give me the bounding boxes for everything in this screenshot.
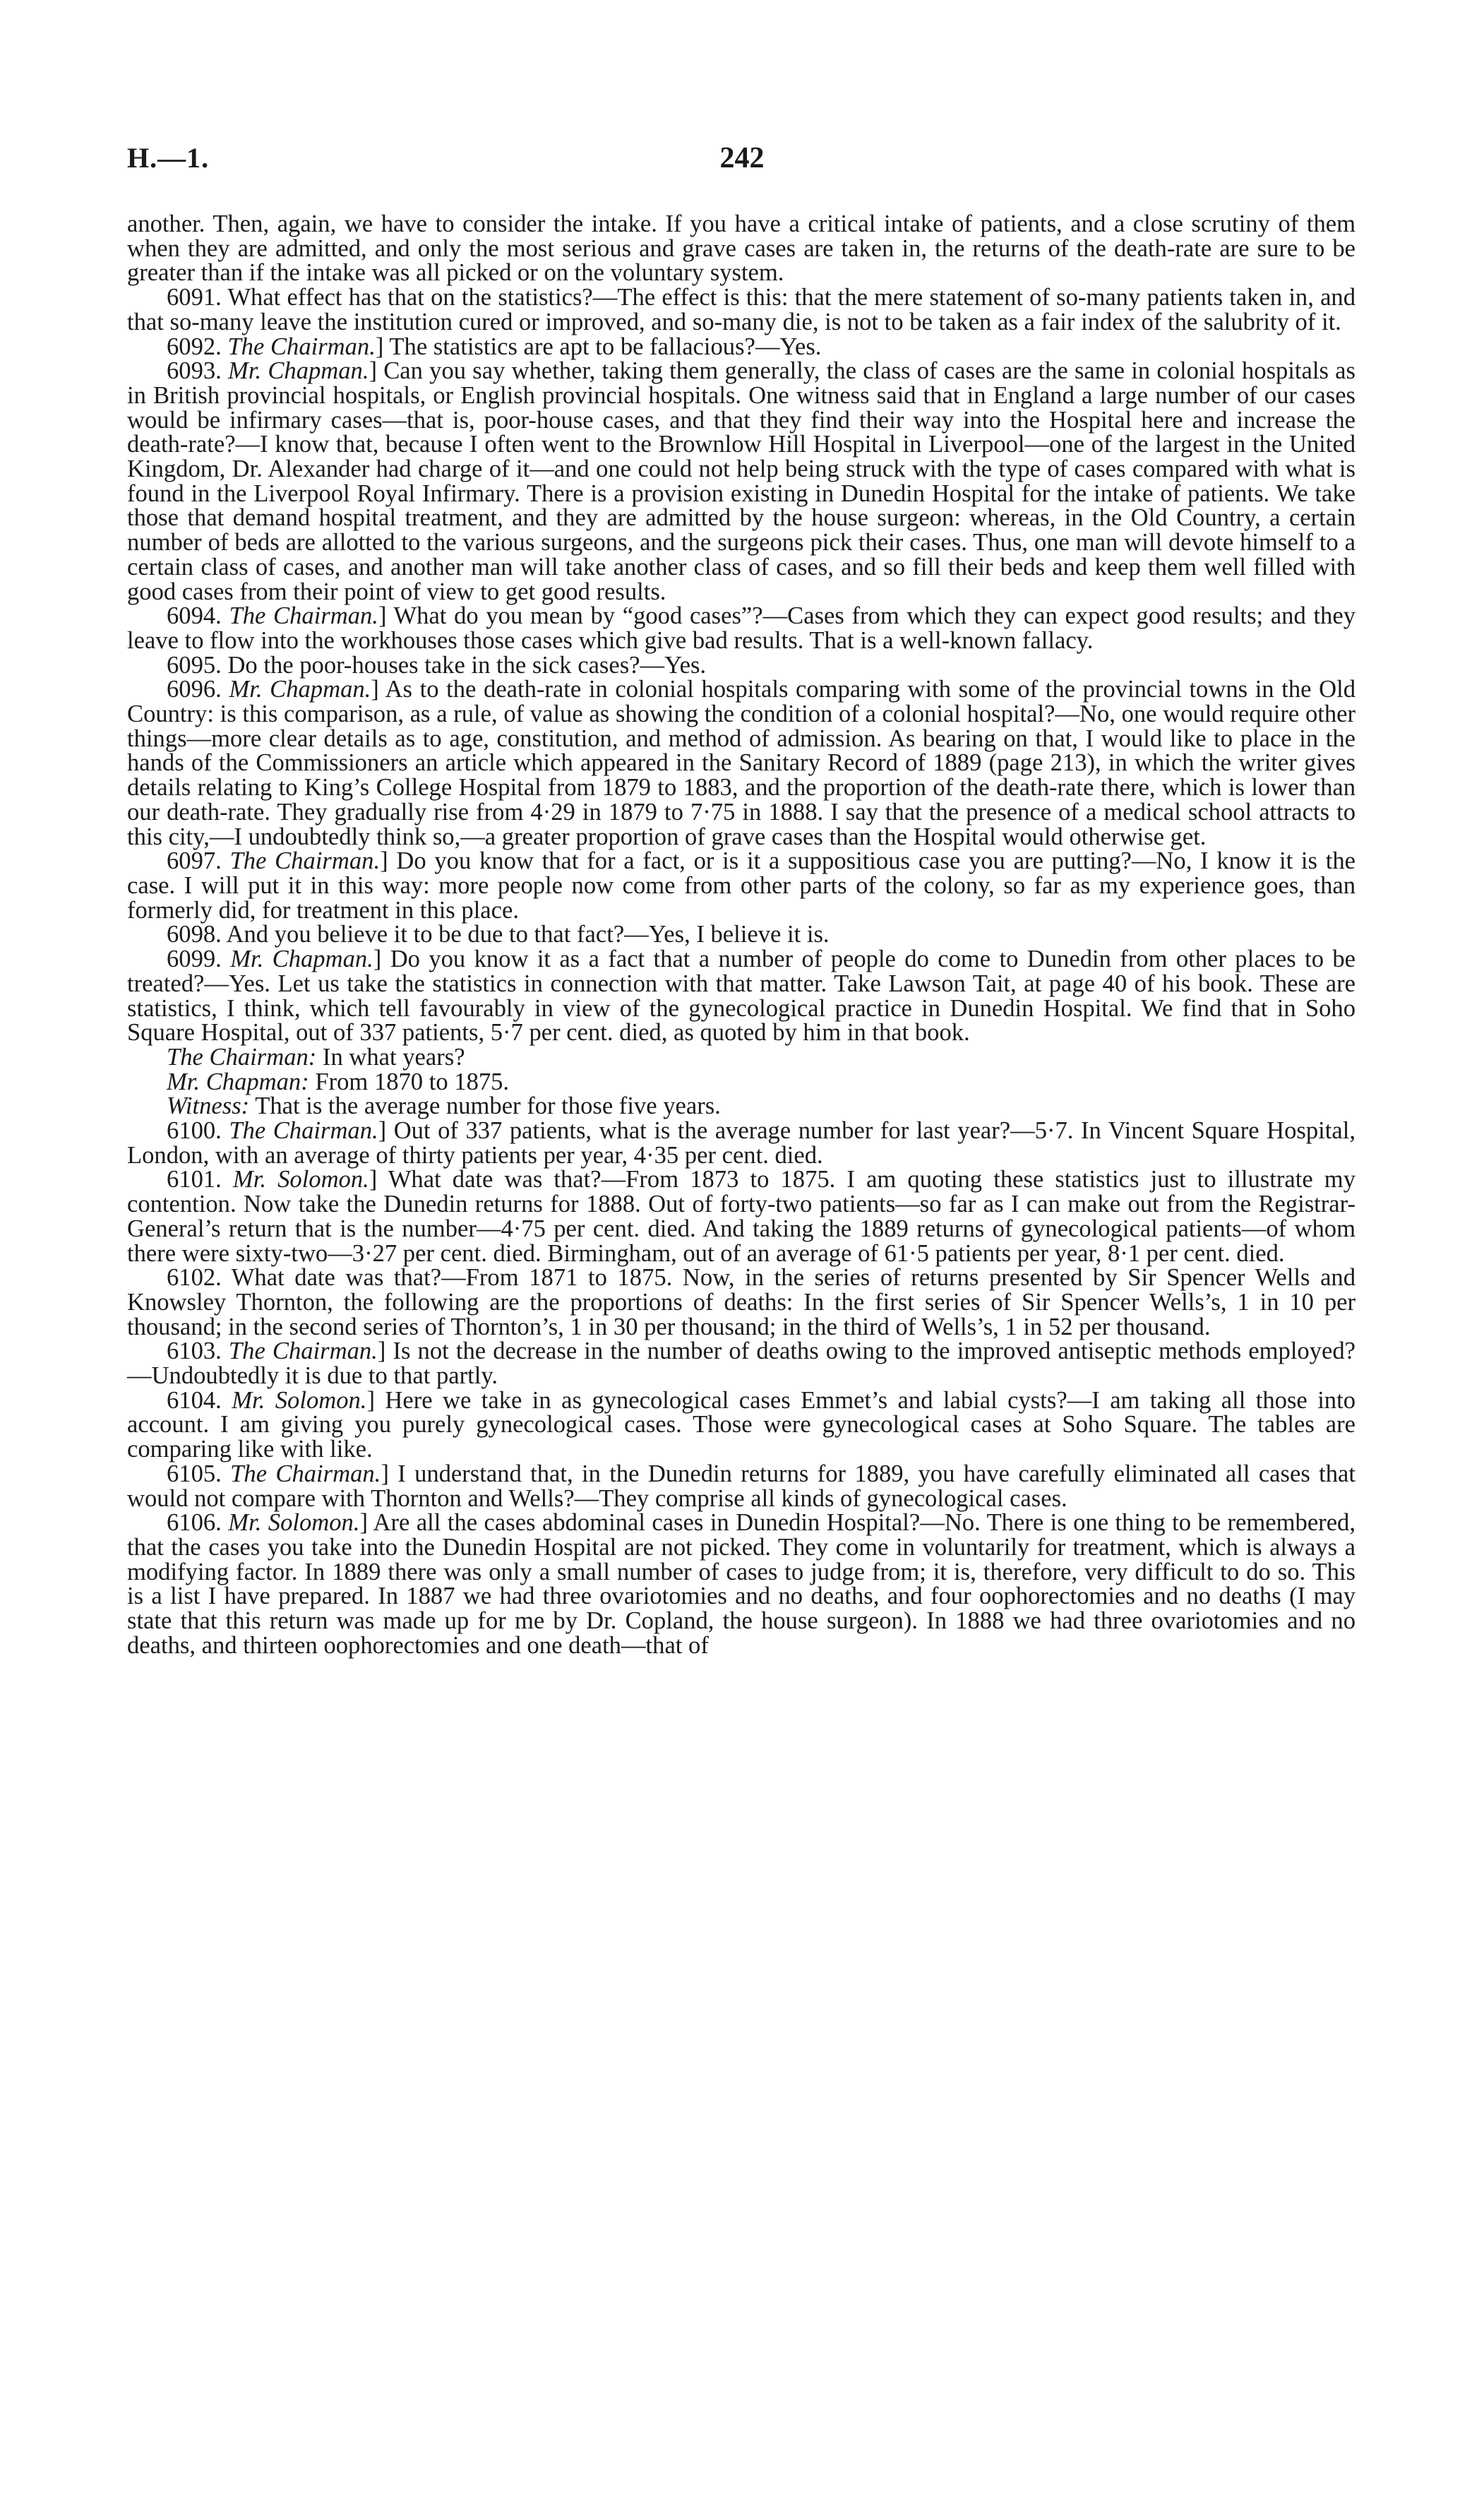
question-number: 6097. bbox=[167, 847, 230, 875]
document-code: H.—1. bbox=[127, 142, 210, 174]
speaker: Mr. Chapman. bbox=[230, 946, 373, 973]
question-number: 6105. bbox=[167, 1460, 231, 1487]
question-number: 6103. bbox=[167, 1338, 229, 1365]
speaker: The Chairman. bbox=[227, 333, 376, 360]
speaker: Mr. Chapman. bbox=[228, 357, 369, 385]
speaker: Mr. Solomon. bbox=[232, 1386, 367, 1414]
speaker: Mr. Chapman: bbox=[167, 1068, 309, 1095]
question-number: 6091. bbox=[167, 284, 228, 311]
paragraph-text: ] Do you know that for a fact, or is it a suppositious case you are putting?—No, I know it is the case. I will put it in this way: more people now come from other parts of the colony, so far as my experience goes, than formerly did, for treatment in this place. bbox=[127, 847, 1356, 924]
paragraph-text: ] Can you say whether, taking them generally, the class of cases are the same in colonial hospitals as in British provincial hospitals, or English provincial hospitals. One witness said that in England a large number of our cases would be infirmary cases—that is, poor-house cases, and that they find their way into the Hospital here and increase the death-rate?—I know that, because I often went to the Brownlow Hill Hospital in Liverpool—one of the largest in the United Kingdom, Dr. Alexander had charge of it—and one could not help being struck with the type of cases compared with what is found in the Liverpool Royal Infirmary. There is a provision existing in Dunedin Hospital for the intake of patients. We take those that demand hospital treatment, and they are admitted by the house surgeon: whereas, in the Old Country, a certain number of beds are allotted to the various surgeons, and the surgeons pick their cases. Thus, one man will devote himself to a certain class of cases, and another man will take another class of cases, and so fill their beds and keep them well filled with good cases from their point of view to get good results. bbox=[127, 357, 1356, 605]
speaker: The Chairman. bbox=[229, 1117, 378, 1145]
paragraph-text: ] I understand that, in the Dunedin returns for 1889, you have carefully eliminated all cases that would not compare with Thornton and Wells?—They comprise all kinds of gynecological cases. bbox=[127, 1460, 1356, 1512]
paragraph bbox=[127, 653, 1356, 678]
body-text bbox=[127, 212, 1356, 1657]
paragraph-text: Do the poor-houses take in the sick cases?—Yes. bbox=[227, 651, 707, 679]
paragraph-text: ] Are all the cases abdominal cases in Dunedin Hospital?—No. There is one thing to be remembered, that the cases you take into the Dunedin Hospital are not picked. They come in voluntarily for treatment, which is always a modifying factor. In 1889 there was only a small number of cases to judge from; it is, therefore, very difficult to do so. This is a list I have prepared. In 1887 we had three ovariotomies and no deaths, and four oophorectomies and no deaths (I may state that this return was made up for me by Dr. Copland, the house surgeon). In 1888 we had three ovariotomies and no deaths, and thirteen oophorectomies and one death—that of bbox=[127, 1509, 1356, 1659]
paragraph-text: That is the average number for those five years. bbox=[249, 1092, 721, 1120]
paragraph bbox=[127, 1045, 1356, 1070]
paragraph bbox=[127, 1266, 1356, 1339]
page-number: 242 bbox=[719, 142, 765, 174]
paragraph bbox=[127, 1094, 1356, 1119]
question-number: 6093. bbox=[167, 357, 229, 385]
question-number: 6106. bbox=[167, 1509, 229, 1537]
question-number: 6095. bbox=[167, 651, 228, 679]
question-number: 6101. bbox=[167, 1166, 233, 1193]
question-number: 6104. bbox=[167, 1386, 232, 1414]
paragraph-text: another. Then, again, we have to consider the intake. If you have a critical intake of patients, and a close scrutiny of them when they are admitted, and only the most serious and grave cases are taken in, the returns of the death-rate are sure to be greater than if the intake was all picked or on the voluntary system. bbox=[127, 210, 1356, 287]
paragraph bbox=[127, 1388, 1356, 1462]
question-number: 6098. bbox=[167, 921, 227, 948]
paragraph-text: ] Is not the decrease in the number of deaths owing to the improved antiseptic methods employed?—Undoubtedly it is due to that partly. bbox=[127, 1338, 1356, 1390]
paragraph-text: In what years? bbox=[316, 1043, 465, 1071]
paragraph-text: ] The statistics are apt to be fallacious?—Yes. bbox=[375, 333, 822, 360]
paragraph-text: From 1870 to 1875. bbox=[309, 1068, 510, 1095]
speaker: The Chairman. bbox=[228, 1338, 378, 1365]
speaker: Mr. Solomon. bbox=[228, 1509, 360, 1537]
speaker: The Chairman. bbox=[229, 847, 381, 875]
paragraph bbox=[127, 359, 1356, 604]
paragraph bbox=[127, 677, 1356, 849]
paragraph bbox=[127, 1511, 1356, 1657]
paragraph-text: ] What date was that?—From 1873 to 1875. I am quoting these statistics just to illustrate my contention. Now take the Dunedin returns for 1888. Out of forty-two patients—so far as I can make out from the Registrar-General’s return that is the number—4·75 per cent. died. And taking the 1889 returns of gynecological patients—of whom there were sixty-two—3·27 per cent. died. Birmingham, out of an average of 61·5 patients per year, 8·1 per cent. died. bbox=[127, 1166, 1356, 1267]
paragraph bbox=[127, 604, 1356, 653]
paragraph-text: ] What do you mean by “good cases”?—Cases from which they can expect good results; and they leave to flow into the workhouses those cases which give bad results. That is a well-known fallacy. bbox=[127, 602, 1356, 654]
question-number: 6100. bbox=[167, 1117, 229, 1145]
paragraph-text: ] Do you know it as a fact that a number of people do come to Dunedin from other places to be treated?—Yes. Let us take the statistics in connection with that matter. Take Lawson Tait, at page 40 of his book. These are statistics, I think, which tell favourably in view of the gynecological practice in Dunedin Hospital. We find that in Soho Square Hospital, out of 337 patients, 5·7 per cent. died, as quoted by him in that book. bbox=[127, 946, 1356, 1047]
paragraph bbox=[127, 947, 1356, 1045]
paragraph bbox=[127, 1339, 1356, 1388]
paragraph-text: ] Out of 337 patients, what is the average number for last year?—5·7. In Vincent Square Hospital, London, with an average of thirty patients per year, 4·35 per cent. died. bbox=[127, 1117, 1356, 1169]
paragraph bbox=[127, 335, 1356, 359]
paragraph-text: And you believe it to be due to that fact?—Yes, I believe it is. bbox=[226, 921, 830, 948]
question-number: 6092. bbox=[167, 333, 228, 360]
question-number: 6096. bbox=[167, 676, 229, 703]
page-header bbox=[127, 141, 1357, 184]
paragraph bbox=[127, 1070, 1356, 1095]
question-number: 6094. bbox=[167, 602, 229, 630]
speaker: The Chairman: bbox=[167, 1043, 317, 1071]
speaker: Mr. Solomon. bbox=[232, 1166, 369, 1193]
paragraph bbox=[127, 1462, 1356, 1511]
paragraph bbox=[127, 212, 1356, 285]
paragraph bbox=[127, 1119, 1356, 1167]
speaker: The Chairman. bbox=[229, 602, 378, 630]
question-number: 6099. bbox=[167, 946, 231, 973]
paragraph bbox=[127, 1167, 1356, 1266]
paragraph-text: ] As to the death-rate in colonial hospitals comparing with some of the provincial towns in the Old Country: is this comparison, as a rule, of value as showing the condition of a colonial hospital?—No, one would require other things—more clear details as to age, constitution, and method of admission. As bearing on that, I would like to place in the hands of the Commissioners an article which appeared in the Sanitary Record of 1889 (page 213), in which the writer gives details relating to King’s College Hospital from 1879 to 1883, and the proportion of the death-rate there, which is lower than our death-rate. They gradually rise from 4·29 in 1879 to 7·75 in 1888. I say that the presence of a medical school attracts to this city,—I undoubtedly think so,—a greater proportion of grave cases than the Hospital would otherwise get. bbox=[127, 676, 1356, 850]
paragraph bbox=[127, 922, 1356, 947]
speaker: Witness: bbox=[167, 1092, 250, 1120]
paragraph bbox=[127, 285, 1356, 334]
paragraph bbox=[127, 849, 1356, 922]
paragraph-text: What effect has that on the statistics?—The effect is this: that the mere statement of so-many patients taken in, and that so-many leave the institution cured or improved, and so-many die, is not to be taken as a fair index of the salubrity of it. bbox=[127, 284, 1356, 335]
speaker: The Chairman. bbox=[230, 1460, 381, 1487]
paragraph-text: ] Here we take in as gynecological cases Emmet’s and labial cysts?—I am taking all those into account. I am giving you purely gynecological cases. Those were gynecological cases at Soho Square. The tables are comparing like with like. bbox=[127, 1386, 1356, 1463]
question-number: 6102. bbox=[167, 1264, 232, 1292]
paragraph-text: What date was that?—From 1871 to 1875. Now, in the series of returns presented by Sir Spencer Wells and Knowsley Thornton, the following are the proportions of deaths: In the first series of Sir Spencer Wells’s, 1 in 10 per thousand; in the second series of Thornton’s, 1 in 30 per thousand; in the third of Wells’s, 1 in 52 per thousand. bbox=[127, 1264, 1356, 1340]
speaker: Mr. Chapman. bbox=[229, 676, 371, 703]
